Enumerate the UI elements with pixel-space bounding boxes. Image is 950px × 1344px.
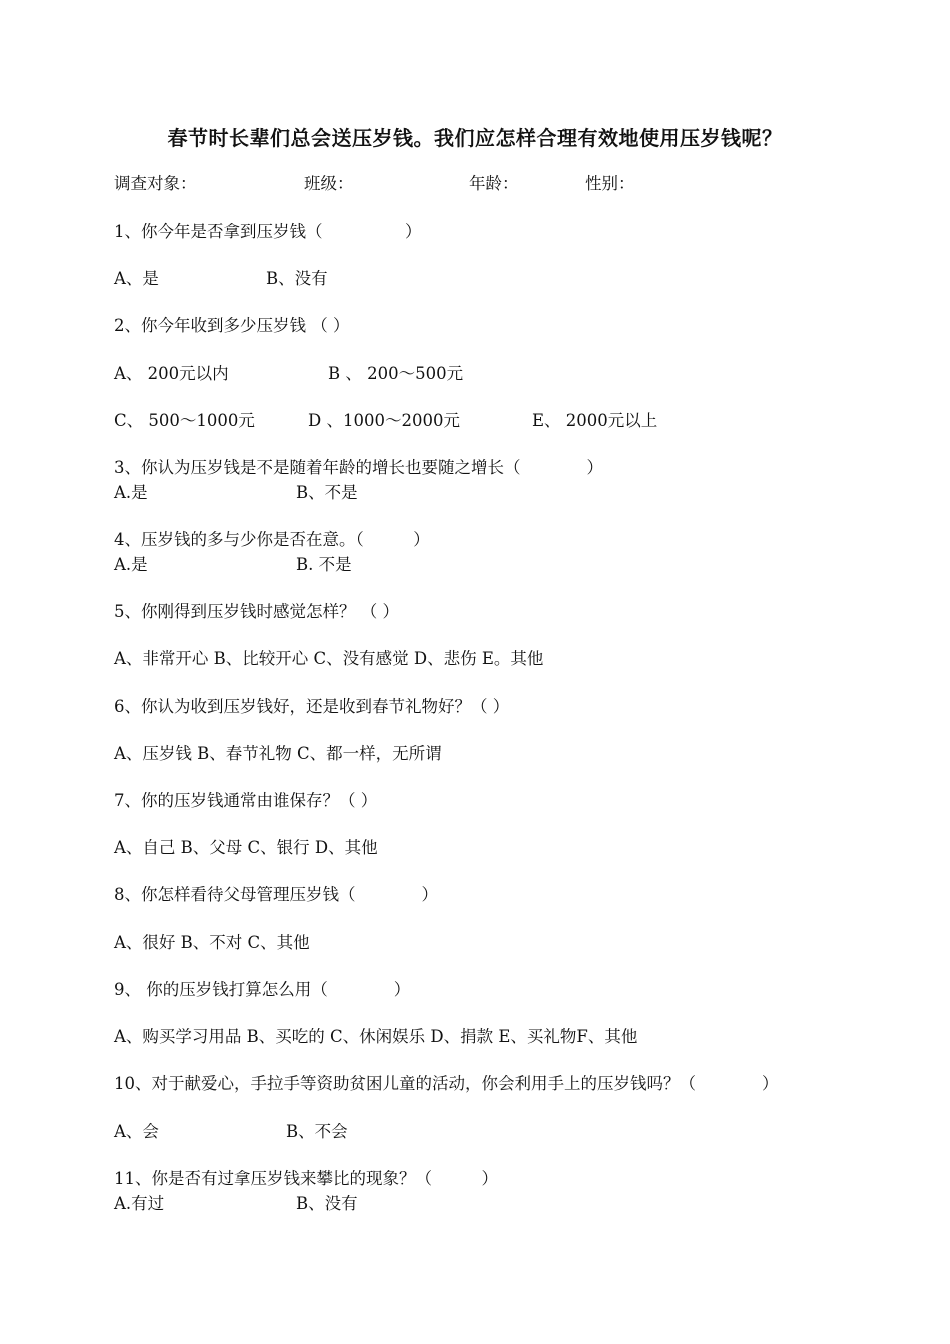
- option-a: A、 200元以内: [114, 364, 229, 383]
- question-5-options: A、非常开心 B、比较开心 C、没有感觉 D、悲伤 E。其他: [114, 649, 544, 668]
- option-e: E、 2000元以上: [532, 411, 658, 430]
- option-a: A、会: [114, 1122, 159, 1141]
- question-6: 6、你认为收到压岁钱好，还是收到春节礼物好？（ ）: [114, 697, 510, 716]
- option-b: B、不会: [286, 1122, 348, 1141]
- question-8-options: A、很好 B、不对 C、其他: [114, 933, 310, 952]
- question-1: 1、你今年是否拿到压岁钱（ ）: [114, 222, 422, 241]
- field-class-label: 班级：: [304, 174, 354, 193]
- question-4: 4、压岁钱的多与少你是否在意。（ ）: [114, 530, 430, 549]
- question-5: 5、你刚得到压岁钱时感觉怎样？ （ ）: [114, 602, 399, 621]
- option-b: B. 不是: [296, 555, 352, 574]
- field-age-label: 年龄：: [469, 174, 519, 193]
- field-gender-label: 性别：: [585, 174, 635, 193]
- option-a: A、是: [114, 269, 159, 288]
- question-10: 10、对于献爱心，手拉手等资助贫困儿童的活动，你会利用手上的压岁钱吗？（ ）: [114, 1074, 779, 1093]
- option-b: B 、 200～500元: [328, 364, 464, 383]
- question-9: 9、 你的压岁钱打算怎么用（ ）: [114, 980, 411, 999]
- option-b: B、没有: [266, 269, 328, 288]
- option-c: C、 500～1000元: [114, 411, 255, 430]
- option-a: A.是: [114, 483, 148, 502]
- page-title: 春节时长辈们总会送压岁钱。我们应怎样合理有效地使用压岁钱呢？: [167, 126, 783, 150]
- field-subject-label: 调查对象：: [114, 174, 197, 193]
- option-a: A.是: [114, 555, 148, 574]
- question-7-options: A、自己 B、父母 C、银行 D、其他: [114, 838, 378, 857]
- question-6-options: A、压岁钱 B、春节礼物 C、都一样，无所谓: [114, 744, 442, 763]
- question-8: 8、你怎样看待父母管理压岁钱（ ）: [114, 885, 438, 904]
- option-b: B、没有: [296, 1194, 358, 1213]
- option-d: D 、1000～2000元: [308, 411, 460, 430]
- question-7: 7、你的压岁钱通常由谁保存？（ ）: [114, 791, 378, 810]
- question-11: 11、你是否有过拿压岁钱来攀比的现象？（ ）: [114, 1169, 498, 1188]
- question-3: 3、你认为压岁钱是不是随着年龄的增长也要随之增长（ ）: [114, 458, 603, 477]
- option-b: B、不是: [296, 483, 358, 502]
- option-a: A.有过: [114, 1194, 165, 1213]
- question-2: 2、你今年收到多少压岁钱 （ ）: [114, 316, 350, 335]
- question-9-options: A、购买学习用品 B、买吃的 C、休闲娱乐 D、捐款 E、买礼物F、其他: [114, 1027, 638, 1046]
